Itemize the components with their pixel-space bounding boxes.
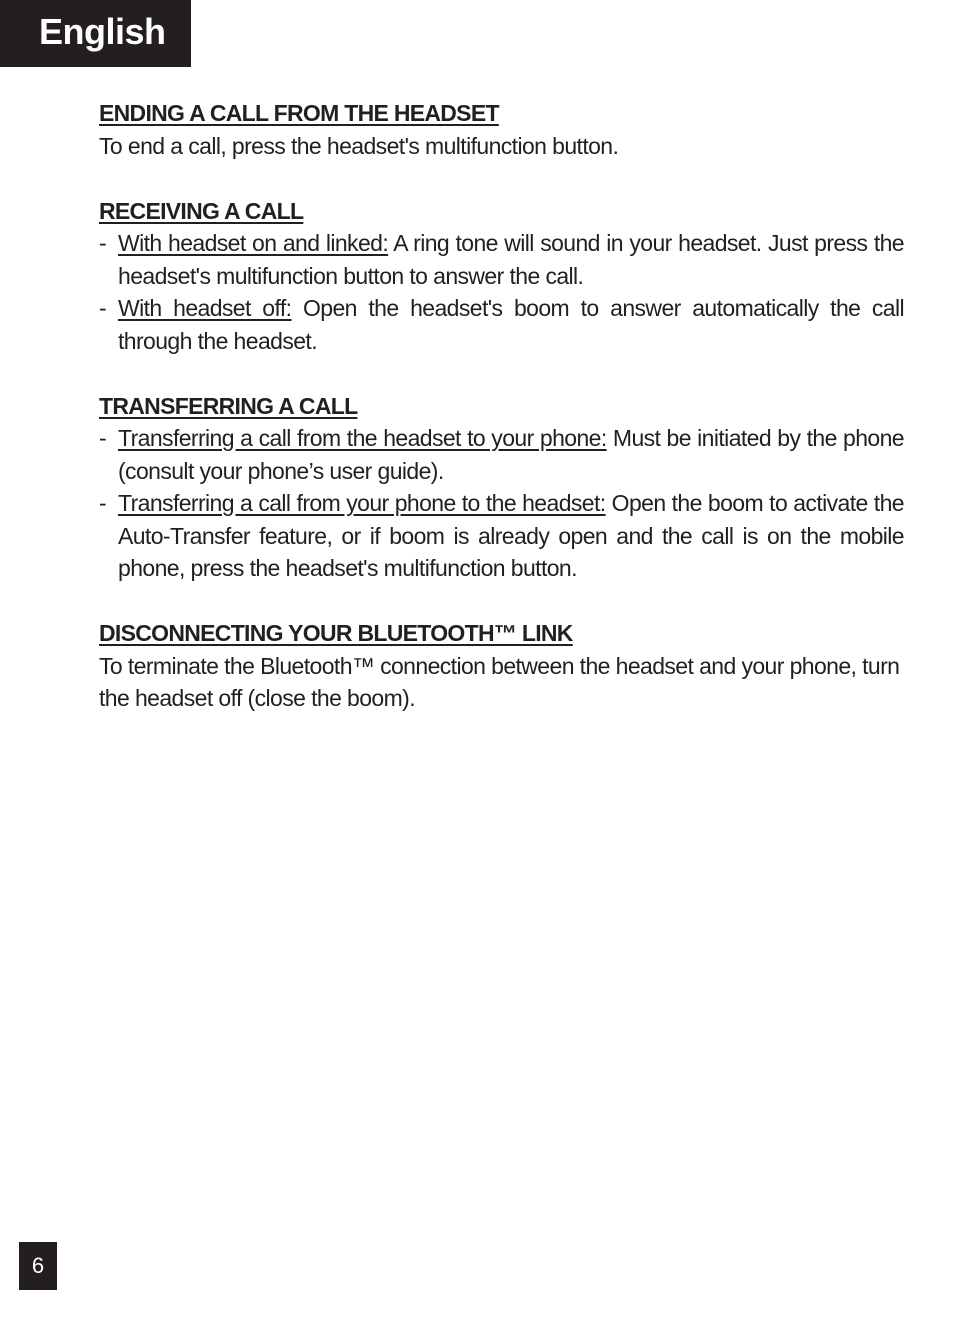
item-text: Must be initiated by the phone (consult your phone’s user guide). [118,425,904,484]
item-label: With headset off: [118,295,292,321]
language-tab: English [0,0,191,67]
item-text: Open the boom to activate the Auto-Transfer feature, or if boom is already open and the call is on the mobile phone, press the headset's multifunction button. [118,490,904,581]
list-dash: - [99,230,107,256]
section-heading: ENDING A CALL FROM THE HEADSET [99,100,499,126]
section-heading: RECEIVING A CALL [99,197,304,224]
page-number: 6 [19,1242,57,1290]
item-label: Transferring a call from the headset to your phone: [118,425,607,451]
list-dash: - [99,425,107,451]
section-heading: TRANSFERRING A CALL [99,392,358,419]
list-dash: - [99,490,107,516]
list-item [99,227,904,292]
section-receiving-call [99,195,904,358]
section-transferring-call [99,390,904,585]
section-ending-call [99,97,904,162]
item-text: A ring tone will sound in your headset. Just press the headset's multifunction button to answer the call. [118,230,904,289]
section-body: To terminate the Bluetooth™ connection between the headset and your phone, turn the headset off (close the boom). [99,652,900,711]
list-item [99,292,904,357]
manual-content [99,97,904,747]
list-item [99,422,904,487]
item-label: Transferring a call from your phone to the headset: [118,490,606,516]
list-dash: - [99,295,107,321]
item-text: Open the headset's boom to answer automatically the call through the headset. [118,295,905,354]
section-disconnecting [99,617,904,715]
section-heading: DISCONNECTING YOUR BLUETOOTH™ LINK [99,620,573,646]
list-item [99,487,904,585]
item-label: With headset on and linked: [118,230,389,256]
section-body: To end a call, press the headset's multifunction button. [99,132,619,159]
